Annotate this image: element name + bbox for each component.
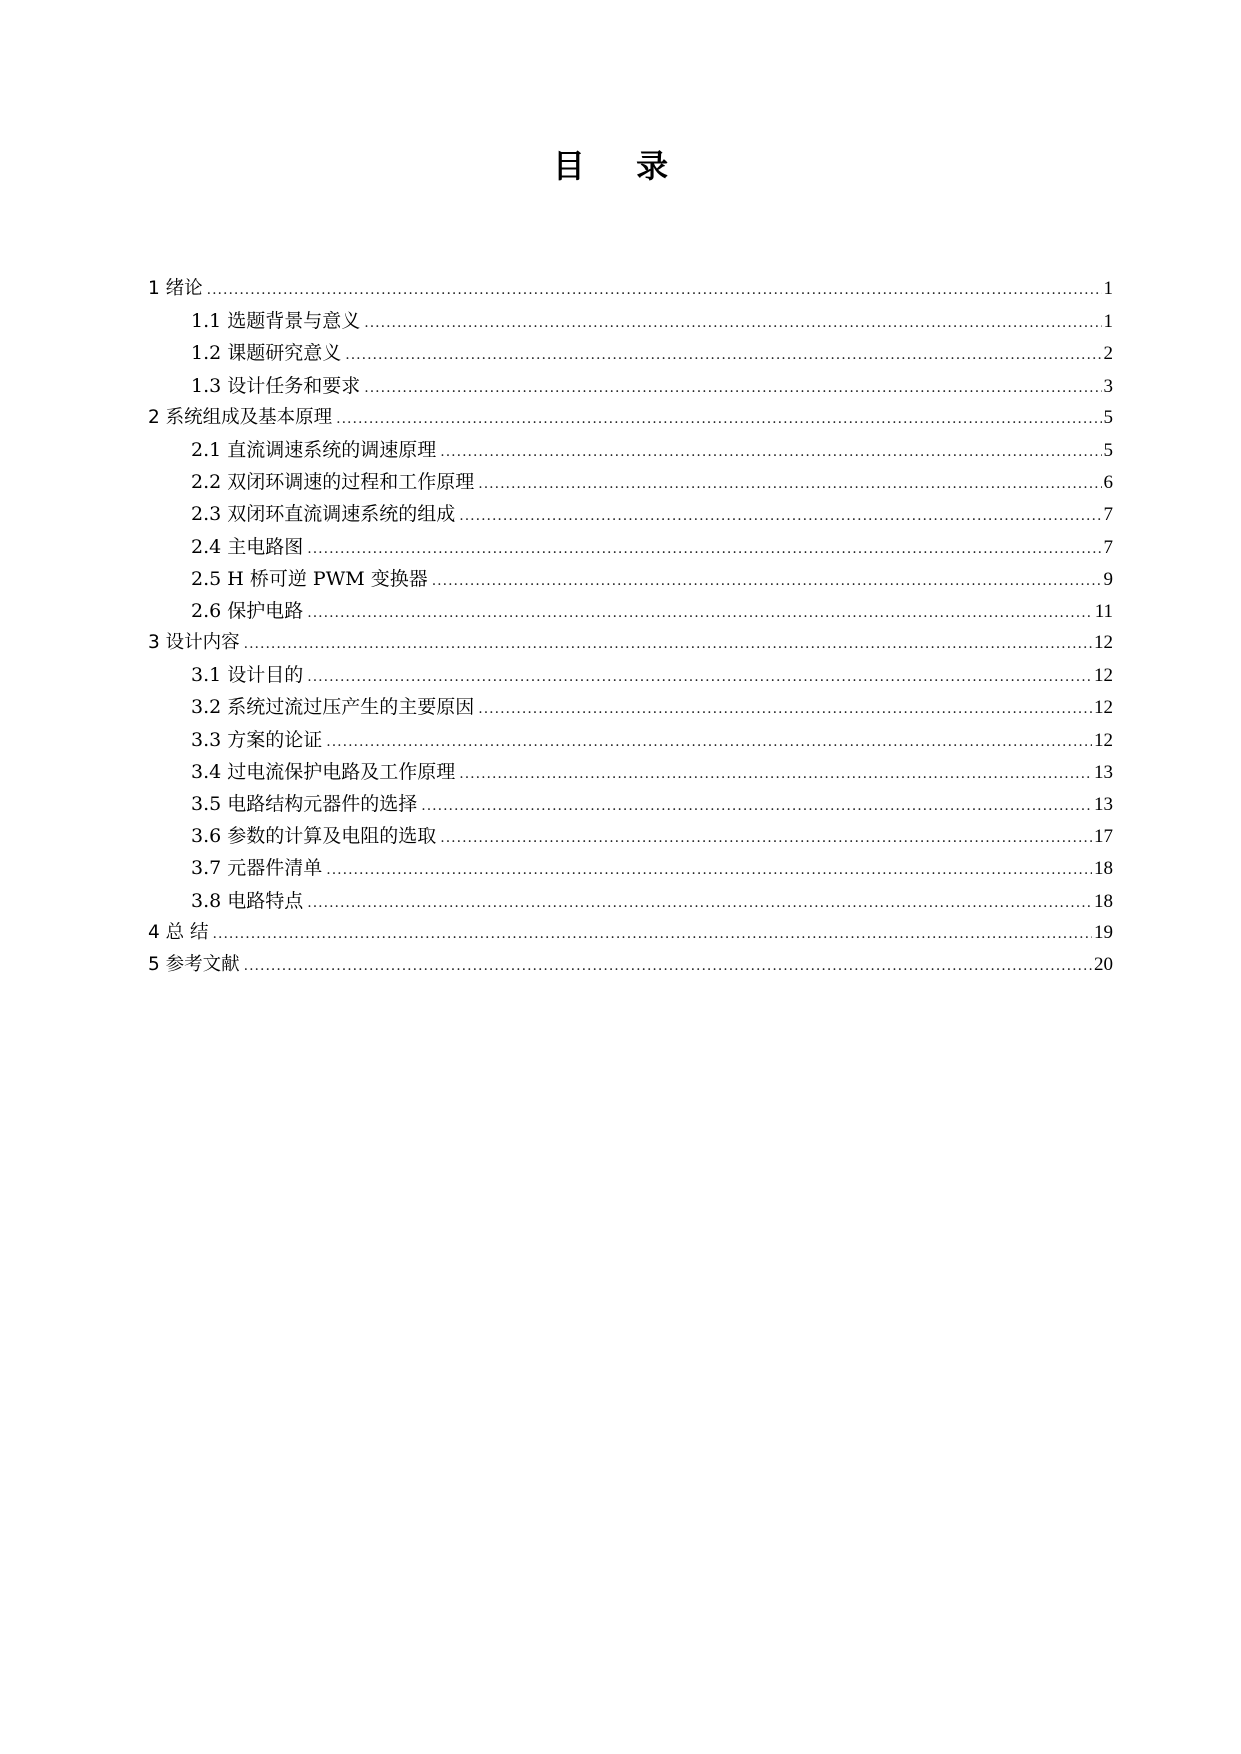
toc-entry[interactable]	[148, 724, 1113, 756]
toc-entry-page: 19	[1094, 921, 1113, 943]
toc-leader-dots	[459, 758, 1092, 790]
toc-entry[interactable]	[148, 949, 1113, 981]
toc-entry-page: 9	[1103, 568, 1113, 590]
toc-entry[interactable]	[148, 885, 1113, 917]
toc-entry[interactable]	[148, 498, 1113, 530]
toc-entry-label: 2.1 直流调速系统的调速原理	[191, 438, 437, 461]
toc-leader-dots	[307, 533, 1101, 565]
toc-entry-page: 5	[1103, 439, 1113, 461]
toc-entry[interactable]	[148, 820, 1113, 852]
toc-entry-page: 7	[1103, 536, 1113, 558]
toc-entry[interactable]	[148, 563, 1113, 595]
toc-entry[interactable]	[148, 466, 1113, 498]
toc-leader-dots	[213, 918, 1092, 950]
table-of-contents	[148, 273, 1113, 981]
toc-entry[interactable]	[148, 531, 1113, 563]
toc-entry-label: 3 设计内容	[148, 632, 240, 654]
toc-entry-label: 2.3 双闭环直流调速系统的组成	[191, 503, 456, 526]
toc-leader-dots	[459, 500, 1101, 532]
toc-leader-dots	[336, 403, 1101, 435]
toc-entry-label: 3.5 电路结构元器件的选择	[191, 793, 418, 815]
toc-entry-page: 5	[1103, 406, 1113, 428]
toc-entry-page: 2	[1103, 343, 1113, 365]
toc-entry-page: 12	[1094, 697, 1113, 719]
toc-entry-label: 3.3 方案的论证	[191, 728, 323, 751]
toc-entry-label: 2.5 H 桥可逆 PWM 变换器	[191, 567, 428, 590]
toc-entry-page: 12	[1094, 632, 1113, 654]
toc-entry[interactable]	[148, 852, 1113, 884]
toc-leader-dots	[244, 950, 1092, 982]
toc-entry-page: 13	[1094, 794, 1113, 815]
toc-leader-dots	[307, 887, 1092, 919]
toc-leader-dots	[478, 468, 1101, 500]
toc-entry-page: 13	[1094, 761, 1113, 783]
toc-entry-label: 2.2 双闭环调速的过程和工作原理	[191, 471, 475, 494]
toc-entry-label: 5 参考文献	[148, 953, 240, 975]
toc-entry-page: 6	[1103, 472, 1113, 494]
toc-entry-label: 1.2 课题研究意义	[191, 342, 342, 365]
toc-entry[interactable]	[148, 595, 1113, 627]
toc-entry[interactable]	[148, 370, 1113, 402]
toc-entry-page: 18	[1094, 858, 1113, 880]
toc-entry-page: 17	[1094, 826, 1113, 848]
toc-leader-dots	[478, 693, 1092, 725]
toc-leader-dots	[326, 726, 1092, 758]
toc-entry-label: 1.3 设计任务和要求	[191, 374, 361, 397]
page-title: 目 录	[552, 147, 689, 185]
toc-entry[interactable]	[148, 756, 1113, 788]
toc-leader-dots	[421, 790, 1092, 822]
toc-entry-page: 1	[1103, 278, 1113, 299]
toc-entry-label: 3.4 过电流保护电路及工作原理	[191, 760, 456, 783]
toc-entry-label: 2 系统组成及基本原理	[148, 406, 333, 428]
toc-leader-dots	[244, 628, 1092, 660]
toc-entry-page: 18	[1094, 890, 1113, 912]
toc-entry-page: 12	[1094, 665, 1113, 687]
toc-entry-page: 20	[1094, 953, 1113, 975]
toc-entry[interactable]	[148, 273, 1113, 305]
toc-entry-label: 3.7 元器件清单	[191, 857, 323, 880]
toc-entry-label: 1.1 选题背景与意义	[191, 310, 361, 333]
toc-entry[interactable]	[148, 434, 1113, 466]
toc-leader-dots	[364, 307, 1101, 339]
toc-entry[interactable]	[148, 337, 1113, 369]
toc-leader-dots	[307, 597, 1092, 629]
toc-entry-label: 3.6 参数的计算及电阻的选取	[191, 825, 437, 848]
toc-leader-dots	[432, 565, 1102, 597]
toc-entry[interactable]	[148, 788, 1113, 820]
toc-leader-dots	[440, 436, 1101, 468]
toc-leader-dots	[345, 339, 1101, 371]
toc-entry-label: 3.8 电路特点	[191, 889, 304, 912]
toc-entry-page: 7	[1103, 504, 1113, 526]
toc-entry-label: 1 绪论	[148, 278, 203, 299]
toc-entry[interactable]	[148, 627, 1113, 659]
toc-entry-label: 3.1 设计目的	[191, 664, 304, 687]
toc-leader-dots	[307, 661, 1092, 693]
toc-entry[interactable]	[148, 402, 1113, 434]
toc-entry[interactable]	[148, 691, 1113, 723]
toc-entry-label: 4 总 结	[148, 921, 209, 943]
toc-entry-label: 2.6 保护电路	[191, 599, 304, 622]
toc-entry-page: 11	[1094, 600, 1113, 622]
toc-entry-label: 2.4 主电路图	[191, 535, 304, 558]
toc-leader-dots	[207, 274, 1102, 306]
toc-entry[interactable]	[148, 917, 1113, 949]
toc-entry-page: 1	[1103, 311, 1113, 333]
toc-leader-dots	[440, 822, 1092, 854]
toc-entry[interactable]	[148, 305, 1113, 337]
toc-entry[interactable]	[148, 659, 1113, 691]
toc-entry-page: 12	[1094, 729, 1113, 751]
toc-entry-label: 3.2 系统过流过压产生的主要原因	[191, 696, 475, 719]
toc-entry-page: 3	[1103, 375, 1113, 397]
toc-leader-dots	[364, 372, 1101, 404]
toc-leader-dots	[326, 854, 1092, 886]
